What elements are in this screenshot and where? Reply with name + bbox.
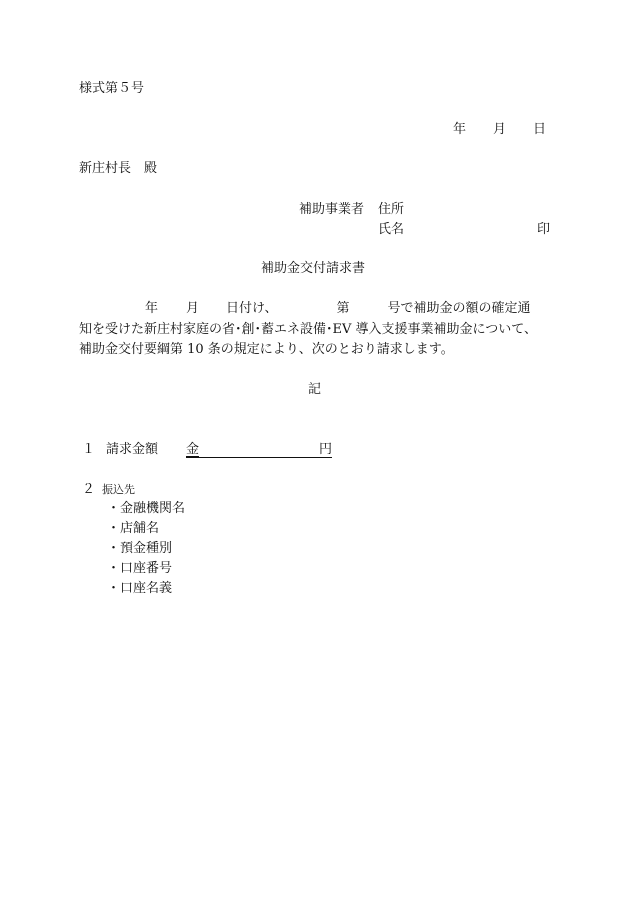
field-account-number: ・口座番号	[107, 561, 173, 576]
body-line-1	[79, 299, 559, 320]
date-day: 日	[533, 122, 547, 137]
body-line-3: 補助金交付要綱第 10 条の規定により、次のとおり請求します。	[79, 342, 454, 357]
body-line-2: 知を受けた新庄村家庭の省･創･蓄エネ設備･EV 導入支援事業補助金について、	[79, 321, 537, 337]
item-1-label: 請求金額	[106, 442, 159, 457]
field-account-holder: ・口座名義	[107, 581, 173, 596]
body-year: 年	[145, 301, 159, 316]
form-number: 様式第５号	[79, 81, 145, 96]
field-bank-name: ・金融機関名	[107, 501, 186, 516]
body-dated: 日付け、	[226, 301, 278, 316]
body-dai: 第	[336, 301, 350, 316]
body-month: 月	[186, 301, 200, 316]
date-year: 年	[453, 122, 467, 137]
body-line-1-rest: 号で補助金の額の確定通	[387, 301, 531, 316]
applicant-name-label: 氏名	[378, 222, 405, 237]
applicant-role-label: 補助事業者	[299, 202, 365, 217]
field-account-type: ・預金種別	[107, 541, 173, 556]
seal-mark: 印	[537, 222, 551, 237]
applicant-address-label: 住所	[378, 202, 405, 217]
amount-prefix: 金	[186, 442, 200, 457]
item-2-label: 振込先	[102, 483, 135, 496]
body-paragraph	[79, 299, 559, 361]
item-1-number: １	[82, 442, 96, 457]
document-title: 補助金交付請求書	[261, 261, 366, 276]
field-branch-name: ・店舗名	[107, 521, 160, 536]
amount-underline	[186, 457, 332, 458]
ki-heading: 記	[308, 382, 322, 397]
amount-field[interactable]	[186, 443, 332, 456]
date-month: 月	[493, 122, 507, 137]
amount-suffix: 円	[318, 442, 332, 457]
item-2-number: ２	[82, 482, 96, 497]
addressee: 新庄村長 殿	[79, 161, 158, 176]
